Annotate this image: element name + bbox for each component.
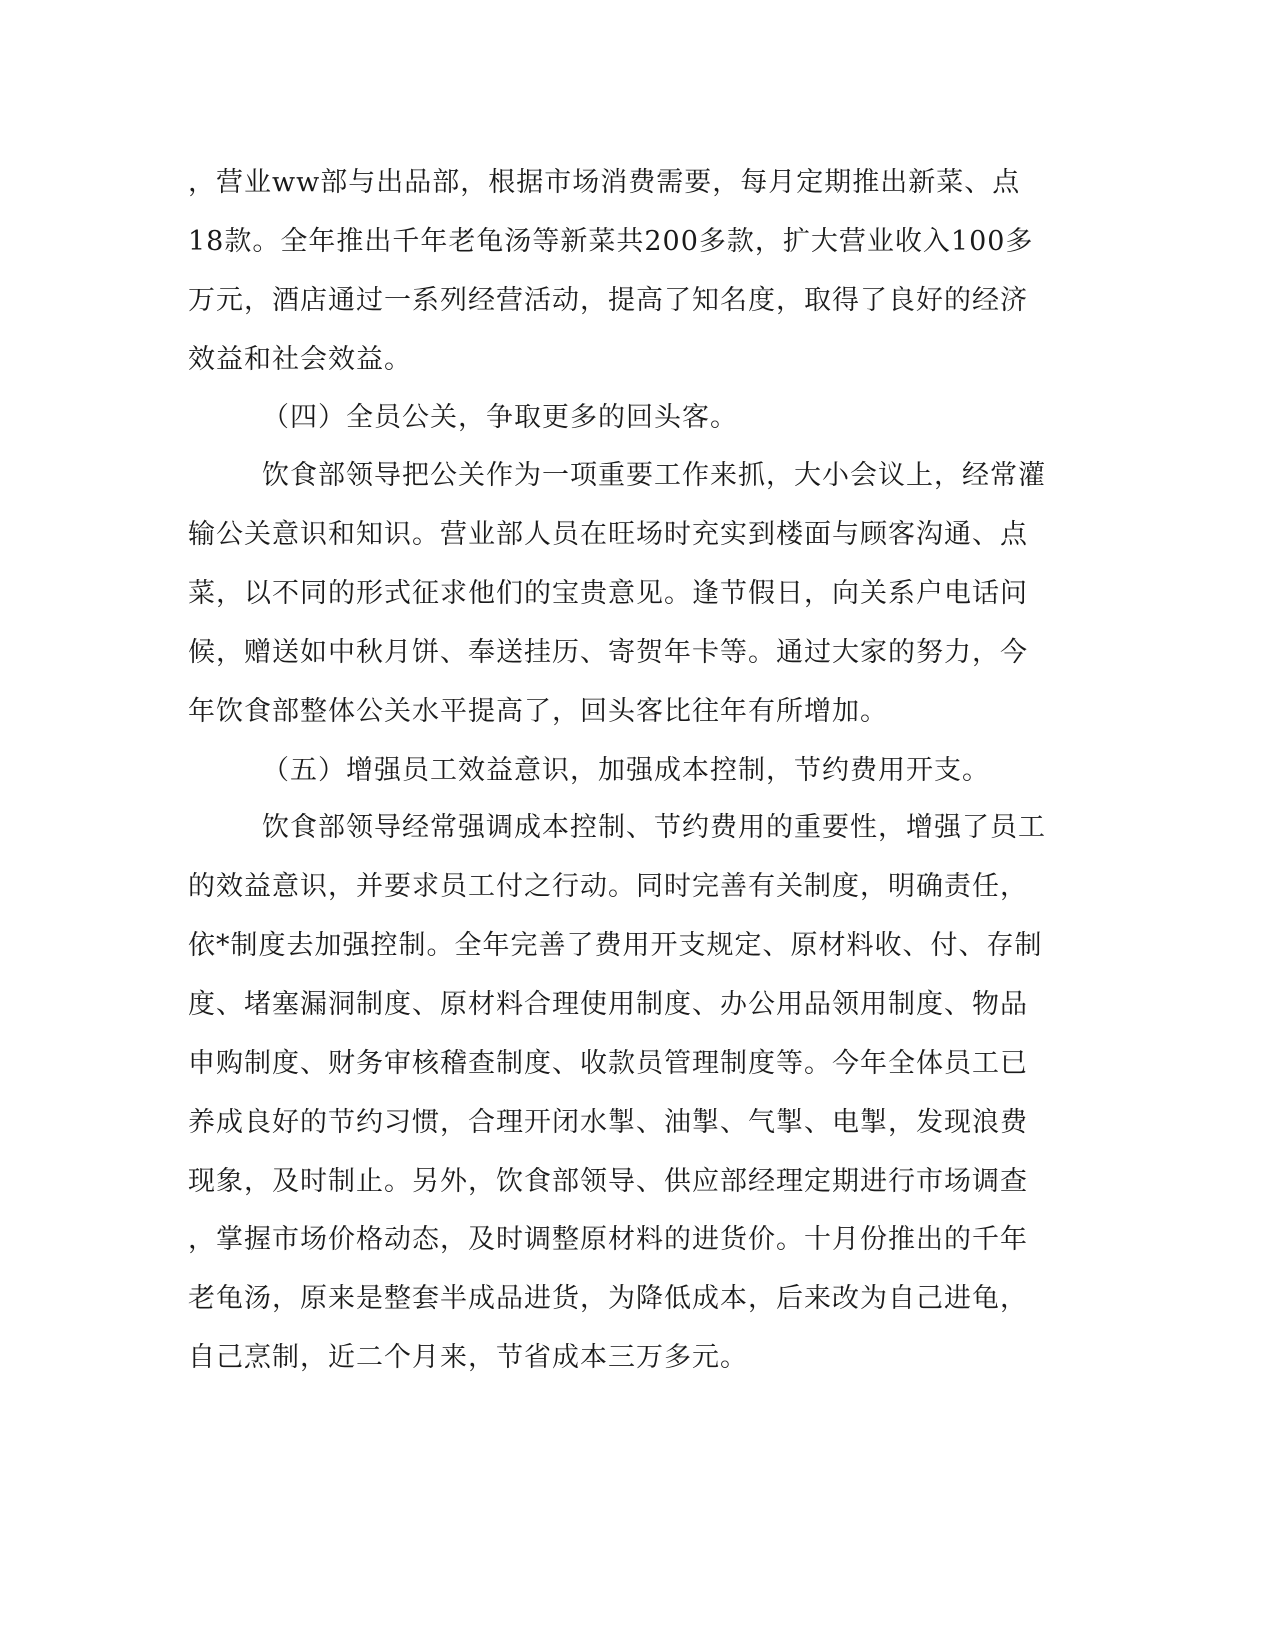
paragraph-line: 效益和社会效益。 [188, 344, 412, 375]
paragraph-line: 自己烹制，近二个月来，节省成本三万多元。 [188, 1342, 748, 1373]
paragraph-line: 现象，及时制止。另外，饮食部领导、供应部经理定期进行市场调查 [188, 1166, 1028, 1197]
paragraph-line: 菜，以不同的形式征求他们的宝贵意见。逢节假日，向关系户电话问 [188, 578, 1028, 609]
section-heading: （五）增强员工效益意识，加强成本控制，节约费用开支。 [262, 755, 990, 786]
paragraph-line: 度、堵塞漏洞制度、原材料合理使用制度、办公用品领用制度、物品 [188, 989, 1028, 1020]
paragraph-line: 万元，酒店通过一系列经营活动，提高了知名度，取得了良好的经济 [188, 285, 1028, 316]
paragraph-line: 候，赠送如中秋月饼、奉送挂历、寄贺年卡等。通过大家的努力，今 [188, 637, 1028, 668]
paragraph-line: 老龟汤，原来是整套半成品进货，为降低成本，后来改为自己进龟， [188, 1283, 1028, 1314]
paragraph-line: 养成良好的节约习惯，合理开闭水掣、油掣、气掣、电掣，发现浪费 [188, 1107, 1028, 1138]
paragraph-line: 申购制度、财务审核稽查制度、收款员管理制度等。今年全体员工已 [188, 1048, 1028, 1079]
paragraph-line: 18款。全年推出千年老龟汤等新菜共200多款，扩大营业收入100多 [188, 226, 1034, 257]
paragraph-line: ，营业ww部与出品部，根据市场消费需要，每月定期推出新菜、点 [188, 167, 1021, 198]
section-heading: （四）全员公关，争取更多的回头客。 [262, 402, 738, 433]
paragraph-line: 饮食部领导把公关作为一项重要工作来抓，大小会议上，经常灌 [262, 460, 1046, 491]
paragraph-line: 年饮食部整体公关水平提高了，回头客比往年有所增加。 [188, 696, 888, 727]
paragraph-line: 依*制度去加强控制。全年完善了费用开支规定、原材料收、付、存制 [188, 930, 1043, 961]
paragraph-line: 输公关意识和知识。营业部人员在旺场时充实到楼面与顾客沟通、点 [188, 519, 1028, 550]
paragraph-line: 饮食部领导经常强调成本控制、节约费用的重要性，增强了员工 [262, 812, 1046, 843]
paragraph-line: 的效益意识，并要求员工付之行动。同时完善有关制度，明确责任， [188, 871, 1028, 902]
paragraph-line: ，掌握市场价格动态，及时调整原材料的进货价。十月份推出的千年 [188, 1224, 1028, 1255]
